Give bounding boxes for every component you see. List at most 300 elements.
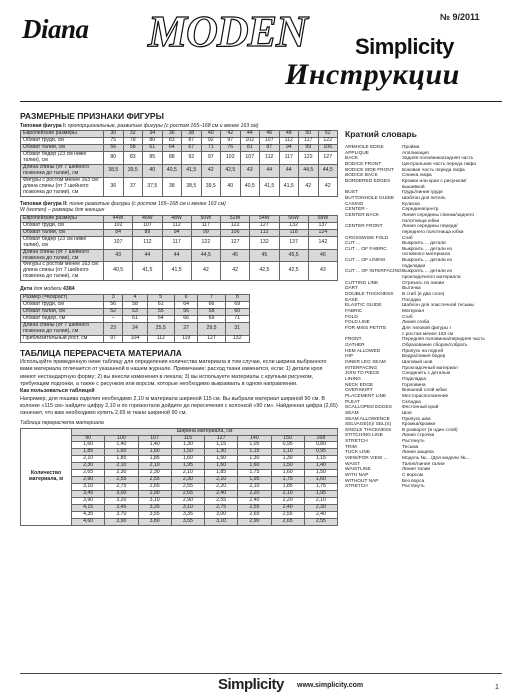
glossary-term: TRIM — [345, 444, 357, 450]
moden-logo: MODEN — [148, 7, 307, 56]
glossary-translation: Выкроить ... детали из — [402, 246, 452, 252]
glossary-term: PLEAT — [345, 399, 360, 405]
table-cell: 44 — [279, 164, 299, 177]
glossary-term: BODICE SIDE FRONT — [345, 167, 394, 173]
glossary-translation: Линия середины спинки/заднего — [402, 212, 475, 218]
glossary-translation: Линия сгиба — [402, 320, 430, 326]
glossary-translation: С ворсом — [402, 473, 424, 479]
table-cell: 122 — [318, 137, 338, 144]
table-cell: 87 — [260, 144, 280, 151]
table-cell: 6 — [174, 295, 198, 302]
table-cell: 1,30 — [238, 456, 271, 463]
table-cell: Обхват бедер (23 см ниже талии), см — [21, 151, 104, 164]
table-cell: 112 — [147, 336, 174, 343]
glossary-term: WAIST — [345, 461, 361, 467]
table-cell: 2,55 — [138, 477, 171, 484]
table-cell: 112 — [279, 137, 299, 144]
table-cell: 1,10 — [271, 449, 304, 456]
table-cell: 107 — [240, 151, 260, 164]
table-cell: 1,95 — [238, 477, 271, 484]
glossary-term: OVERSKIRT — [345, 388, 373, 394]
glossary-translation: Месторасположение — [402, 393, 449, 399]
table-cell: 44 — [240, 131, 260, 138]
glossary-term: VIEW/FOR VIEW ... — [345, 456, 388, 462]
table-cell: 66 — [198, 302, 225, 309]
type2-note: W (women) – размеры для женщин — [20, 206, 105, 213]
table-cell: 44,5 — [299, 164, 319, 177]
table-cell: 56 — [174, 309, 198, 316]
table-cell: Фигуры с ростом менее 163 см: длина спины (от 7 шейного позвонка до талии), см — [21, 177, 104, 196]
table-cell: 1,95 — [171, 463, 204, 470]
table-cell: 2,75 — [205, 505, 238, 512]
table-cell: – — [104, 316, 123, 323]
table-cell: 32 — [123, 131, 143, 138]
table-cell: 41,5 — [133, 262, 162, 281]
table-cell: 3,45 — [72, 491, 105, 498]
table-row — [21, 262, 338, 281]
table-cell: 7 — [198, 295, 225, 302]
table-row — [21, 151, 338, 164]
glossary-term: WITH NAP — [345, 473, 369, 479]
table-cell: 43 — [240, 164, 260, 177]
table-cell: 107 — [260, 137, 280, 144]
glossary-translation: Растянуть — [402, 439, 425, 445]
glossary-translation: Подкладка — [402, 376, 427, 382]
table-cell: 1,40 — [105, 442, 138, 449]
table-cell: 42 — [191, 262, 220, 281]
table-cell: Европейские размеры — [21, 131, 104, 138]
table-cell: 1,85 — [138, 456, 171, 463]
table-cell: 1,85 — [205, 470, 238, 477]
glossary-translation: Аппликация — [402, 150, 429, 156]
table-cell: 64 — [162, 144, 182, 151]
table-cell: Длина спины (от 7 шейного позвонка до талии), см — [21, 249, 104, 262]
glossary-term: SCALLOPED EDGES — [345, 405, 392, 411]
table-cell: 38 — [162, 177, 182, 196]
table-cell: Обхват бедер (23 см ниже талии), см — [21, 236, 104, 249]
table-cell: 3,00 — [105, 491, 138, 498]
table-cell: 46W — [133, 215, 162, 222]
table-cell: 2,40 — [304, 512, 337, 519]
table-cell: 69 — [225, 302, 249, 309]
table-cell: 2,10 — [205, 477, 238, 484]
glossary-term: FABRIC — [345, 309, 363, 315]
table-cell: Количество материала, м — [21, 428, 72, 526]
table-cell: 23 — [104, 323, 123, 336]
glossary-translation: Отрезать по линии — [402, 280, 445, 286]
table-cell: 42 — [221, 131, 241, 138]
table-cell: 44W — [104, 215, 133, 222]
glossary-term: EASE — [345, 297, 358, 303]
table-cell: 34 — [143, 131, 163, 138]
glossary-translation: прокладочного материала — [402, 275, 461, 281]
table-cell: 2,20 — [205, 484, 238, 491]
table-cell: 40,5 — [162, 164, 182, 177]
table-cell: 41,5 — [182, 164, 202, 177]
table-cell: 56 — [104, 144, 124, 151]
glossary-translation: Материал — [402, 309, 425, 315]
table-cell: 1,50 — [271, 463, 304, 470]
table-cell: 66 — [174, 316, 198, 323]
table-cell: 2,55 — [304, 519, 337, 526]
table-cell: Европейские размеры — [21, 215, 104, 222]
glossary-translation: Шаблон для эластичной тесьмы — [402, 303, 474, 309]
table-cell: 1,60 — [72, 442, 105, 449]
table-cell: 2,20 — [238, 491, 271, 498]
table-cell: Длина спины (от 7 шейного позвонка до талии), см — [21, 323, 104, 336]
table-cell: 2,90 — [138, 491, 171, 498]
table-cell: 71 — [225, 316, 249, 323]
table-cell: 44 — [162, 249, 191, 262]
table-cell: 2,30 — [304, 505, 337, 512]
table-cell: 81 — [240, 144, 260, 151]
table-row — [21, 177, 338, 196]
table-cell: 127 — [205, 435, 238, 442]
table-cell: 127 — [250, 222, 279, 229]
table-cell: Обхват талии, см — [21, 144, 104, 151]
table-cell: 45 — [221, 249, 250, 262]
table-cell: 2,65 — [171, 491, 204, 498]
table-row — [21, 249, 338, 262]
table-cell: 3,35 — [171, 512, 204, 519]
glossary-translation: переднего полотнища юбки — [402, 229, 464, 235]
glossary-translation: Модель №... /Для модели №... — [402, 456, 470, 462]
glossary-translation: Фестонный край — [402, 405, 439, 411]
table-cell: 8 — [225, 295, 249, 302]
glossary-term: INTERFACING — [345, 365, 378, 371]
table-cell: 36 — [104, 177, 124, 196]
glossary-term: DOUBLE THICKNESS — [345, 292, 394, 298]
table-cell: 1,05 — [238, 442, 271, 449]
how-to-use-text: Например, для пошива изделия необходимо 2,10 м материала шириной 115 см. Вы выбрали материал шириной 90 см. В колонке «115 см» найдите цифру 2,10 и по горизонтали дойдите до пересечения с колонкой «90 см». Найденная цифра (2,65) означает, что вам необходимо купить 2,65 м ткани шириной 90 см. — [20, 395, 338, 417]
table-cell: 1,60 — [138, 449, 171, 456]
table-cell: 117 — [191, 222, 220, 229]
table-cell: 2,20 — [271, 498, 304, 505]
table-cell: 117 — [279, 151, 299, 164]
glossary-term: FOLD LINE — [345, 320, 370, 326]
glossary-translation: Шаговый шов — [402, 359, 433, 365]
table-cell: 64 — [147, 316, 174, 323]
table-cell: 1,75 — [238, 470, 271, 477]
table-cell: 1,95 — [304, 491, 337, 498]
glossary-translation: Для типовой фигуры I — [402, 326, 451, 331]
table-cell: 1,60 — [171, 456, 204, 463]
glossary-term: JOIN TO PIECE — [345, 371, 380, 377]
table-cell: 140 — [238, 435, 271, 442]
table-cell: 122 — [221, 222, 250, 229]
table-cell: 53 — [123, 309, 147, 316]
table-cell: Фигуры с ростом менее 163 см: длина спины (от 7 шейного позвонка до талии), см — [21, 262, 104, 281]
table-cell: 42,5 — [221, 164, 241, 177]
glossary-term: BACK — [345, 156, 359, 162]
table-cell: 58 — [198, 309, 225, 316]
table-cell: 104 — [123, 336, 147, 343]
table-cell: 43 — [104, 249, 133, 262]
table-cell: 2,90 — [72, 477, 105, 484]
table-cell: 150 — [271, 435, 304, 442]
table-cell: 29,5 — [198, 323, 225, 336]
table-cell: 2,90 — [238, 519, 271, 526]
table-cell: 99 — [299, 144, 319, 151]
table-cell: 56W — [279, 215, 308, 222]
left-column — [20, 111, 338, 526]
table-cell: 31 — [225, 323, 249, 336]
table-cell: 1,30 — [271, 456, 304, 463]
table-cell: 38,5 — [182, 177, 202, 196]
table-cell: 56 — [104, 302, 123, 309]
glossary-item — [345, 484, 510, 490]
table-cell: 38,5 — [104, 164, 124, 177]
table-cell: 2,40 — [238, 498, 271, 505]
table-cell: 89 — [133, 229, 162, 236]
table-cell: 37 — [123, 177, 143, 196]
table-cell: 102 — [240, 137, 260, 144]
table-cell: 107 — [138, 435, 171, 442]
table-cell: 97 — [201, 151, 221, 164]
glossary-translation: Посадка — [402, 297, 421, 303]
glossary-translation: В сгиб (в два слоя) — [402, 292, 445, 298]
glossary-translation: Сгиб — [402, 235, 413, 241]
table-cell: 58 — [123, 144, 143, 151]
size-table-type2 — [20, 215, 338, 282]
table-cell: 106 — [221, 229, 250, 236]
glossary-term: WITHOUT NAP — [345, 478, 379, 484]
table-cell: Размер (=возраст) — [21, 295, 104, 302]
glossary-term: INNER LEG SEAM — [345, 359, 386, 365]
glossary-translation: Выкроить ... детали — [402, 241, 446, 247]
glossary-translation: Складка — [402, 399, 421, 405]
glossary-translation: вышивкой — [402, 184, 425, 190]
glossary-translation: Передняя половинка/передняя часть — [402, 337, 485, 343]
table-cell: 107 — [133, 222, 162, 229]
table-cell: 1,60 — [271, 470, 304, 477]
table-cell: 52 — [104, 309, 123, 316]
table-cell: 45 — [250, 249, 279, 262]
table-cell: Обхват груди, см — [21, 137, 104, 144]
table-cell: 2,10 — [105, 463, 138, 470]
table-cell: 37,5 — [143, 177, 163, 196]
table-cell: 64 — [174, 302, 198, 309]
table-cell: 39,5 — [201, 177, 221, 196]
table-cell: 42 — [201, 164, 221, 177]
glossary-term: CROSSWISE FOLD — [345, 235, 389, 241]
type2-caption: Типовая фигура II: полне развитые фигуры (с ростом 165–168 см и менее 163 см) — [20, 200, 226, 207]
glossary-translation: полотнища юбки — [402, 218, 440, 224]
footer-url[interactable]: www.simplicity.com — [297, 682, 364, 689]
table-cell: 2,90 — [171, 498, 204, 505]
table-cell: 76 — [221, 144, 241, 151]
table-cell: 3,10 — [205, 519, 238, 526]
glossary-translation: Шов — [402, 410, 412, 416]
glossary-translation: Выкроить ... детали из — [402, 258, 452, 264]
glossary-translation: Выкроить ... детали из — [402, 269, 452, 275]
table-row — [21, 236, 338, 249]
table-cell: 88 — [162, 151, 182, 164]
table-cell: 142 — [308, 236, 337, 249]
conversion-intro: Используйте приведенную ниже таблицу для определения количества материала в том случае, если ширина выбранного вами материала отличается от указанной в нашем журнале. Примечание: расход ткани изменится, если: 1) детали кроя имеют нестандартную форму; 2) вы внесли изменения в лекала; 3) вы используете материалы с крупным рисунком, требующим подгонки, а также с рисунком или ворсом, которые необходимо выкраивать в одном направлении. — [20, 359, 327, 388]
table-cell: 97 — [221, 137, 241, 144]
glossary-translation: Внешний слой юбки — [402, 388, 447, 394]
table-cell: 46 — [260, 131, 280, 138]
conversion-table-caption: Таблица перерасчета материала — [20, 419, 104, 426]
table-cell: 127 — [221, 236, 250, 249]
table-cell: 24 — [123, 323, 147, 336]
table-cell: 1,15 — [304, 456, 337, 463]
table-cell: 78 — [123, 137, 143, 144]
glossary-translation: с ростом менее 163 см — [402, 331, 454, 337]
table-cell: 3,55 — [171, 519, 204, 526]
glossary-translation: Бедра/линия бедер — [402, 354, 446, 360]
how-to-use-heading: Как пользоваться таблицей — [20, 388, 95, 395]
table-cell: 3,10 — [72, 484, 105, 491]
table-cell: 50W — [191, 215, 220, 222]
table-cell: 132 — [279, 222, 308, 229]
glossary-translation: Прокладочный материал — [402, 365, 458, 371]
table-cell: 1,60 — [304, 477, 337, 484]
table-cell: 118 — [279, 229, 308, 236]
table-cell: Длина спины (от 7 шейного позвонка до талии), см — [21, 164, 104, 177]
conversion-title: ТАБЛИЦА ПЕРЕРАСЧЕТА МАТЕРИАЛА — [20, 348, 182, 359]
glossary-term: TUCK LINE — [345, 450, 371, 456]
table-cell: 132 — [250, 236, 279, 249]
table-cell: 4,35 — [72, 512, 105, 519]
glossary-term: CUT ... OF INTERFACING — [345, 269, 402, 275]
size-table-type1 — [20, 130, 338, 197]
table-cell: 45,5 — [279, 249, 308, 262]
table-cell: 94 — [279, 144, 299, 151]
glossary-translation: основного материала — [402, 252, 451, 258]
table-cell: 42 — [299, 177, 319, 196]
glossary-term: CUTTING LINE — [345, 280, 379, 286]
glossary-term: NECK EDGE — [345, 382, 374, 388]
table-cell: 52 — [318, 131, 338, 138]
table-cell: Обхват груди, см — [21, 222, 104, 229]
glossary-term: ELASTIC GUIDE — [345, 303, 382, 309]
table-cell: 44,5 — [318, 164, 338, 177]
glossary-translation: Без ворса — [402, 478, 425, 484]
table-cell: 2,75 — [105, 484, 138, 491]
table-cell: 75 — [104, 137, 124, 144]
table-cell: 94 — [162, 229, 191, 236]
glossary-term: SEAM ALLOWENCE — [345, 416, 390, 422]
glossary-translation: Кромка/кромки — [402, 422, 436, 428]
table-cell: 1,85 — [271, 484, 304, 491]
table-cell: 27 — [174, 323, 198, 336]
footer-divider — [20, 673, 502, 674]
glossary-translation: Сгиб — [402, 314, 413, 320]
table-cell: 41,5 — [260, 177, 280, 196]
table-cell: 2,10 — [271, 491, 304, 498]
table-cell: 1,40 — [138, 442, 171, 449]
table-cell: 50 — [299, 131, 319, 138]
table-cell: 61 — [143, 144, 163, 151]
table-cell: 117 — [299, 137, 319, 144]
table-cell: 43 — [308, 262, 337, 281]
table-cell: 2,10 — [72, 456, 105, 463]
table-cell: 83 — [162, 137, 182, 144]
glossary-translation: Припуск на подгиб — [402, 348, 444, 354]
glossary-term: FOLD — [345, 314, 358, 320]
table-cell: 99 — [191, 229, 220, 236]
table-cell: 97 — [104, 336, 123, 343]
glossary-term: STRETCH — [345, 439, 368, 445]
glossary-translation: Центральная часть переда лифа — [402, 161, 476, 167]
table-cell: 122 — [299, 151, 319, 164]
table-cell: 1,60 — [205, 463, 238, 470]
table-cell: 2,55 — [171, 484, 204, 491]
glossary-translation: Боковая часть переда лифа — [402, 167, 465, 173]
table-cell: 124 — [308, 229, 337, 236]
table-cell: 5 — [147, 295, 174, 302]
glossary-term: CASING — [345, 201, 364, 207]
glossary-translation: Линия строчки — [402, 433, 435, 439]
footer-logo: Simplicity — [218, 676, 284, 693]
table-cell: 44 — [260, 164, 280, 177]
table-cell: 3,10 — [138, 498, 171, 505]
table-cell: 102 — [104, 222, 133, 229]
glossary-translation: Линия середины переда/ — [402, 224, 458, 230]
glossary-translation: Середина/центр — [402, 207, 439, 213]
table-cell: 2,30 — [171, 477, 204, 484]
table-cell: 3 — [104, 295, 123, 302]
glossary-term: BUTTONHOLE GUIDE — [345, 195, 395, 201]
table-cell: 2,65 — [72, 470, 105, 477]
table-cell: 2,55 — [271, 512, 304, 519]
glossary-translation: Грудь/линия груди — [402, 190, 443, 196]
glossary-term: CUT ... — [345, 241, 361, 247]
table-cell: 1,60 — [238, 463, 271, 470]
table-cell: 112 — [133, 236, 162, 249]
table-cell: 1,50 — [304, 470, 337, 477]
table-cell: 48W — [162, 215, 191, 222]
table-cell: 2,55 — [105, 477, 138, 484]
table-cell: 2,30 — [72, 463, 105, 470]
table-cell: 102 — [221, 151, 241, 164]
table-cell: 48 — [279, 131, 299, 138]
glossary-term: SEAM — [345, 410, 359, 416]
table-cell: 1,15 — [205, 442, 238, 449]
table-cell: 87 — [182, 137, 202, 144]
table-cell: 168 — [304, 435, 337, 442]
table-cell: 119 — [174, 336, 198, 343]
glossary-translation: Припуск шва — [402, 416, 431, 422]
table-cell: 58W — [308, 215, 337, 222]
table-cell: 80 — [104, 151, 124, 164]
table-cell: 69 — [198, 316, 225, 323]
table-cell: Обхват талии, см — [21, 309, 104, 316]
glossary-term: DART — [345, 286, 358, 292]
glossary-list — [345, 145, 510, 490]
table-cell: 1,40 — [304, 463, 337, 470]
table-cell: 90 — [72, 435, 105, 442]
glossary-term: BODICE BACK — [345, 173, 378, 179]
table-cell: 137 — [279, 236, 308, 249]
simplicity-logo: Simplicity — [355, 34, 454, 59]
table-cell: 4,60 — [72, 519, 105, 526]
table-cell: 67 — [182, 144, 202, 151]
kids-caption: Дети для модели 4384 — [20, 286, 75, 293]
table-cell: 85 — [143, 151, 163, 164]
table-cell: 0,80 — [304, 442, 337, 449]
table-row — [21, 336, 250, 343]
glossary-term: HIP — [345, 354, 353, 360]
table-cell: 40 — [143, 164, 163, 177]
issue-number: № 9/2011 — [440, 12, 480, 22]
table-cell: 2,65 — [238, 512, 271, 519]
glossary-translation: Горловина — [402, 382, 426, 388]
table-cell: 25,5 — [147, 323, 174, 336]
table-cell: 1,75 — [304, 484, 337, 491]
